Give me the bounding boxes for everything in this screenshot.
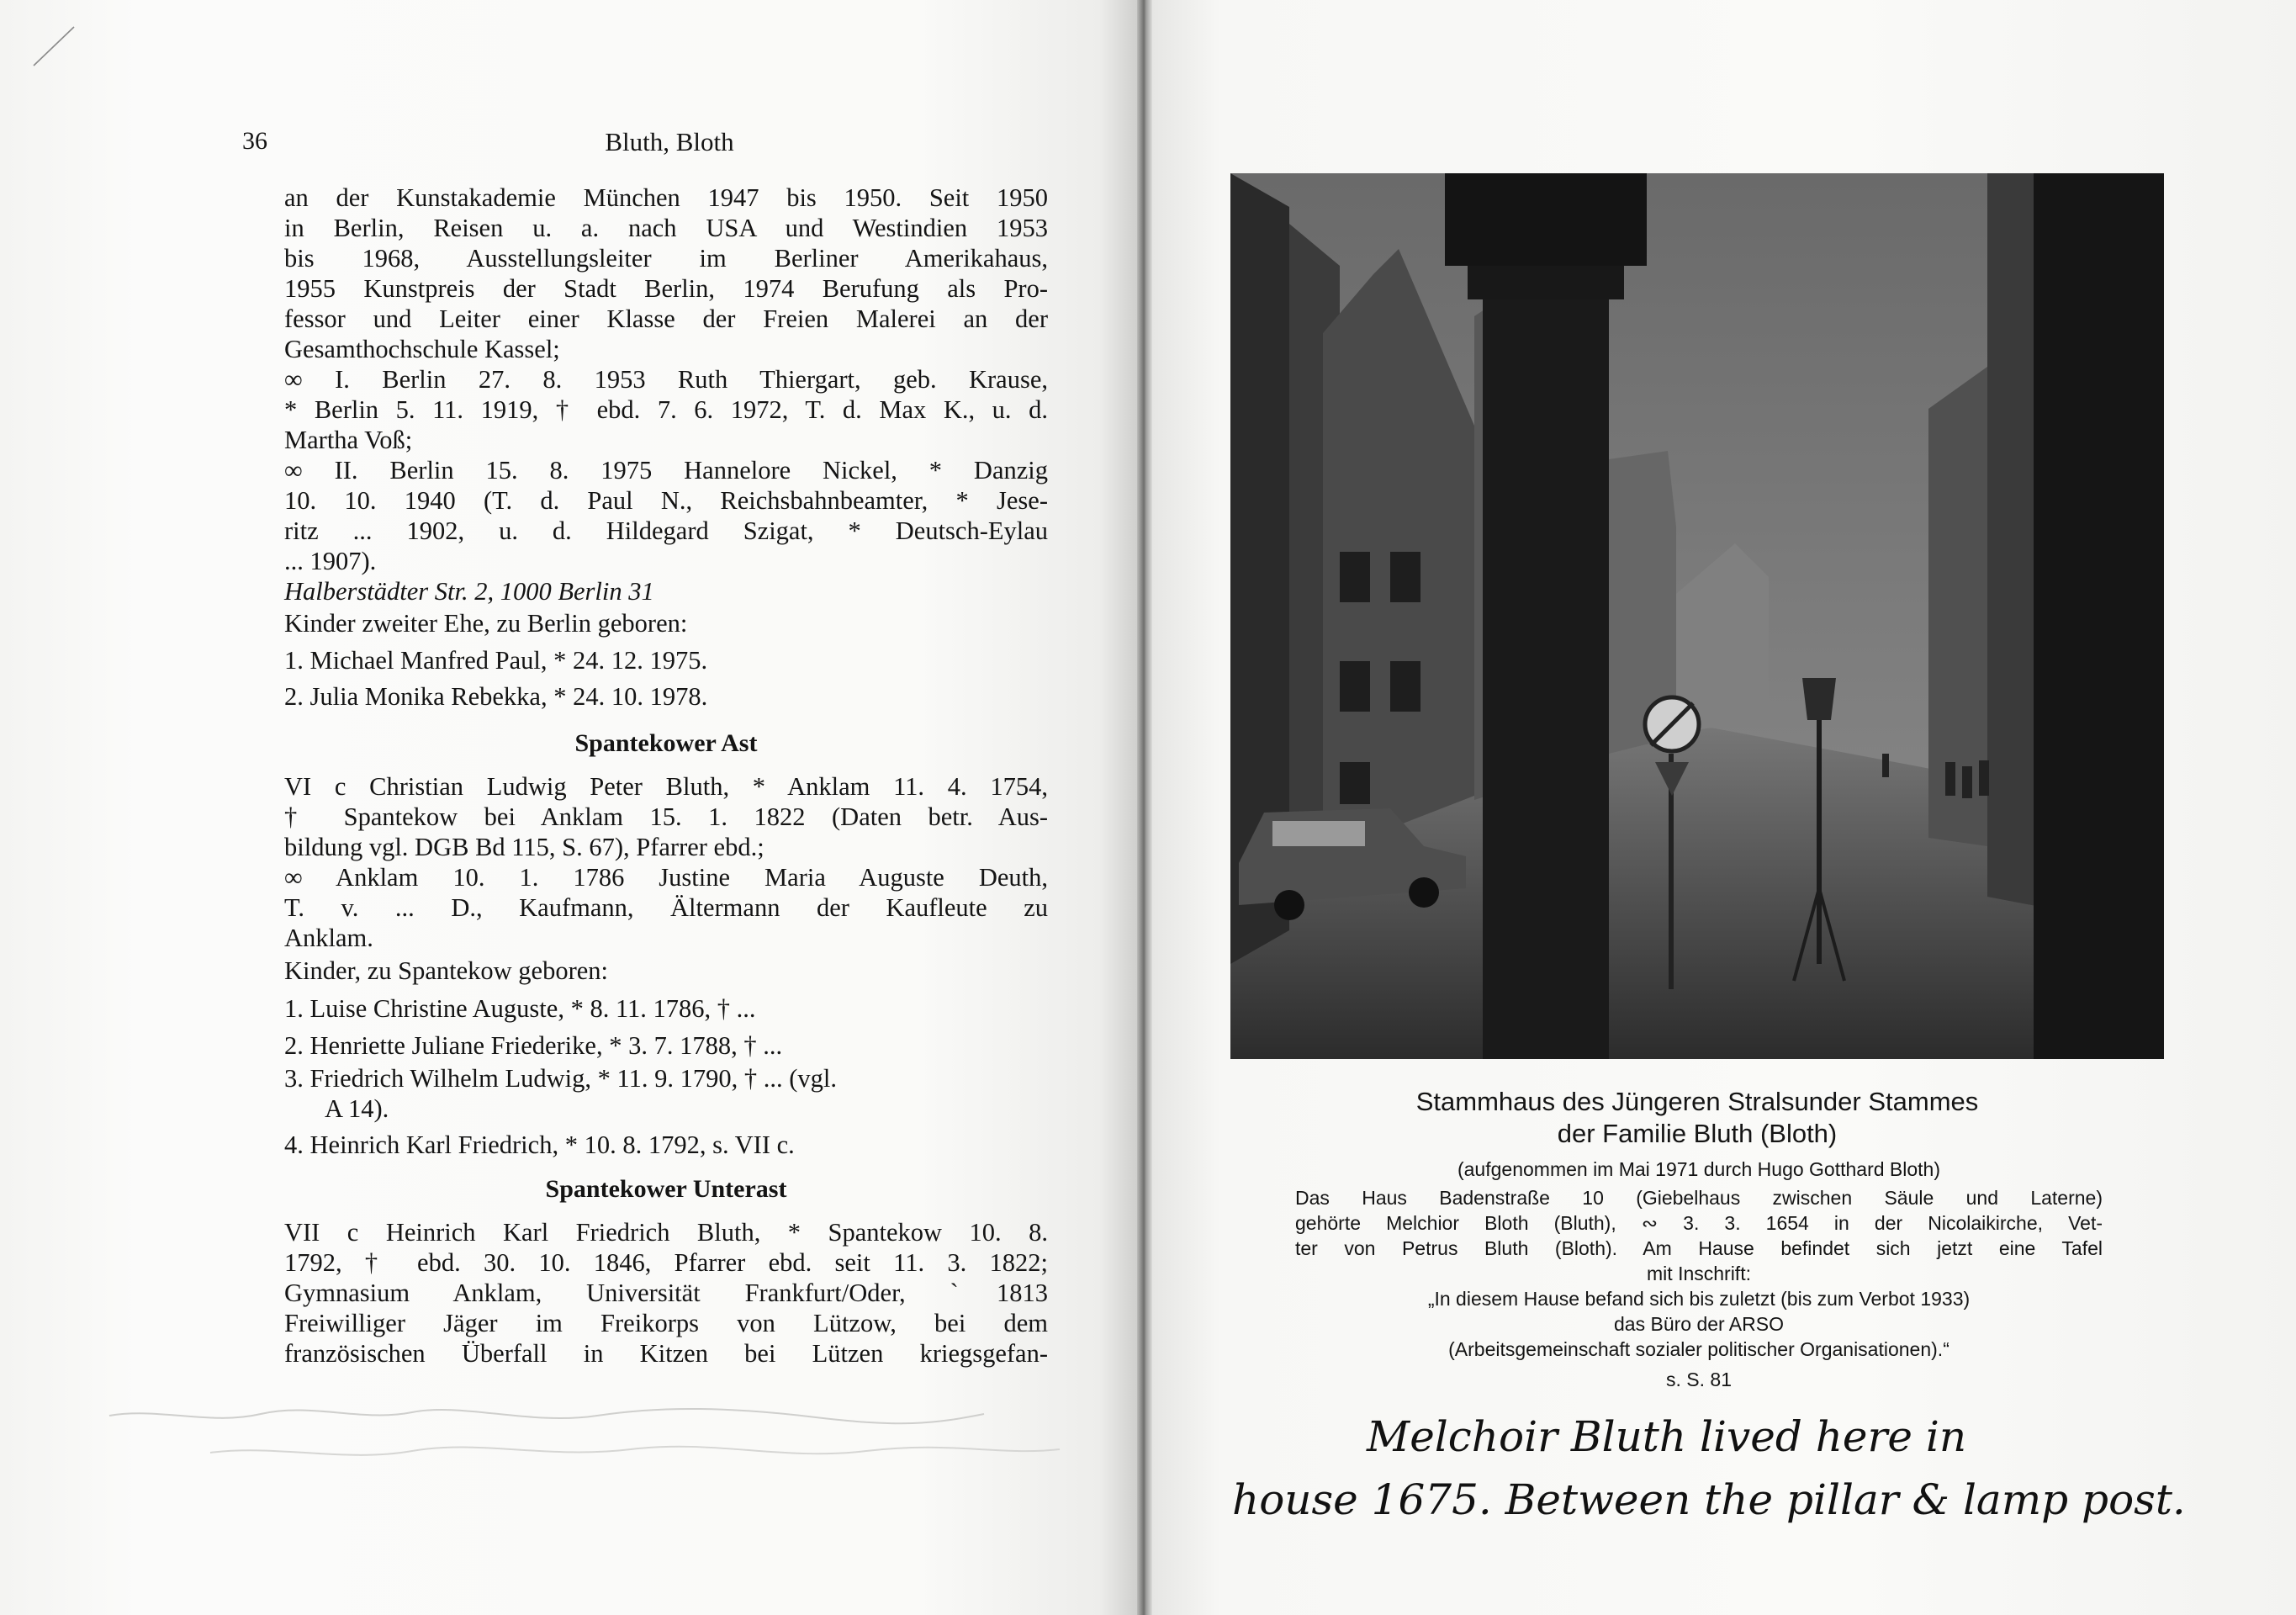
caption-title: Stammhaus des Jüngeren Stralsunder Stammes [1415,1087,1979,1116]
body-line: Anklam. [284,924,373,952]
body-line: Gymnasium Anklam, Universität Frankfurt/Oder, ˋ1813 [284,1279,1048,1307]
body-line: ... 1907). [284,547,377,575]
child-entry: 2. Julia Monika Rebekka, * 24. 10. 1978. [284,682,708,711]
body-line: ritz ... 1902, u. d. Hildegard Szigat, * Deutsch-Eylau [284,516,1048,545]
caption-line: Das Haus Badenstraße 10 (Giebelhaus zwischen Säule und Laterne) [1295,1187,2103,1209]
body-line: Kinder, zu Spantekow geboren: [284,956,609,985]
body-line: in Berlin, Reisen u. a. nach USA und Westindien 1953 [284,214,1048,242]
body-line: 1955 Kunstpreis der Stadt Berlin, 1974 Berufung als Pro- [284,274,1048,303]
body-line: bildung vgl. DGB Bd 115, S. 67), Pfarrer ebd.; [284,833,764,861]
caption-line: gehörte Melchior Bloth (Bluth), ∾ 3. 3. 1654 in der Nicolaikirche, Vet- [1295,1212,2103,1234]
body-line: Gesamthochschule Kassel; [284,335,560,363]
body-line: an der Kunstakademie München 1947 bis 1950. Seit 1950 [284,183,1048,212]
body-line: 10. 10. 1940 (T. d. Paul N., Reichsbahnbeamter, * Jese- [284,486,1048,515]
body-line: VI c Christian Ludwig Peter Bluth, * Anklam 11. 4. 1754, [284,772,1048,801]
body-line: Freiwilliger Jäger im Freikorps von Lützow, bei dem [284,1309,1048,1337]
section-heading: Spantekower Unterast [545,1175,787,1203]
handwritten-note [1232,1409,2267,1544]
page-reference: s. S. 81 [1666,1369,1732,1390]
inscription-line: das Büro der ARSO [1614,1313,1784,1335]
caption-subtitle: der Familie Bluth (Bloth) [1557,1119,1838,1148]
child-entry: 1. Michael Manfred Paul, * 24. 12. 1975. [284,646,708,675]
inscription-line: „In diesem Hause befand sich bis zuletzt (bis zum Verbot 1933) [1427,1288,1971,1310]
handwritten-note-line-1: Melchoir Bluth lived here in [1367,1412,1967,1461]
body-line: † Spantekow bei Anklam 15. 1. 1822 (Daten betr. Aus- [284,802,1048,831]
body-line: fessor und Leiter einer Klasse der Freien Malerei an der [284,304,1048,333]
running-head: Bluth, Bloth [605,127,734,156]
body-line: * Berlin 5. 11. 1919, † ebd. 7. 6. 1972, T. d. Max K., u. d. [284,395,1048,424]
child-entry: A 14). [325,1094,389,1123]
page-number: 36 [242,127,267,155]
street-photograph [1230,173,2164,1059]
pencil-mark-icon [30,22,81,69]
body-line: ∞ I. Berlin 27. 8. 1953 Ruth Thiergart, geb. Krause, [284,365,1048,394]
child-entry: 1. Luise Christine Auguste, * 8. 11. 1786, † ... [284,994,756,1023]
child-entry: 2. Henriette Juliane Friederike, * 3. 7. 1788, † ... [284,1031,783,1060]
caption-line: ter von Petrus Bluth (Bloth). Am Hause befindet sich jetzt eine Tafel [1295,1237,2103,1259]
caption-line: mit Inschrift: [1647,1263,1751,1284]
body-line: VII c Heinrich Karl Friedrich Bluth, * Spantekow 10. 8. [284,1218,1048,1247]
handwritten-note-line-2: house 1675. Between the pillar & lamp post. [1232,1475,2186,1524]
body-line: bis 1968, Ausstellungsleiter im Berliner Amerikahaus, [284,244,1048,273]
inscription-line: (Arbeitsgemeinschaft sozialer politischer Organisationen).“ [1448,1338,1949,1360]
address-line: Halberstädter Str. 2, 1000 Berlin 31 [284,577,654,606]
body-line: Martha Voß; [284,426,413,454]
photo-credit: (aufgenommen im Mai 1971 durch Hugo Gotthard Bloth) [1457,1158,1941,1180]
book-gutter [1137,0,1152,1615]
body-line: ∞ II. Berlin 15. 8. 1975 Hannelore Nickel, * Danzig [284,456,1048,484]
body-line: französischen Überfall in Kitzen bei Lützen kriegsgefan- [284,1339,1048,1368]
section-heading: Spantekower Ast [574,729,758,757]
child-entry: 4. Heinrich Karl Friedrich, * 10. 8. 1792, s. VII c. [284,1130,795,1159]
body-line: T. v. ... D., Kaufmann, Ältermann der Kaufleute zu [284,893,1048,922]
body-line: 1792, † ebd. 30. 10. 1846, Pfarrer ebd. seit 11. 3. 1822; [284,1248,1048,1277]
faint-pencil-scribble [93,1401,1085,1493]
body-line: Kinder zweiter Ehe, zu Berlin geboren: [284,609,688,638]
child-entry: 3. Friedrich Wilhelm Ludwig, * 11. 9. 1790, † ... (vgl. [284,1064,838,1093]
body-line: ∞ Anklam 10. 1. 1786 Justine Maria Auguste Deuth, [284,863,1048,892]
